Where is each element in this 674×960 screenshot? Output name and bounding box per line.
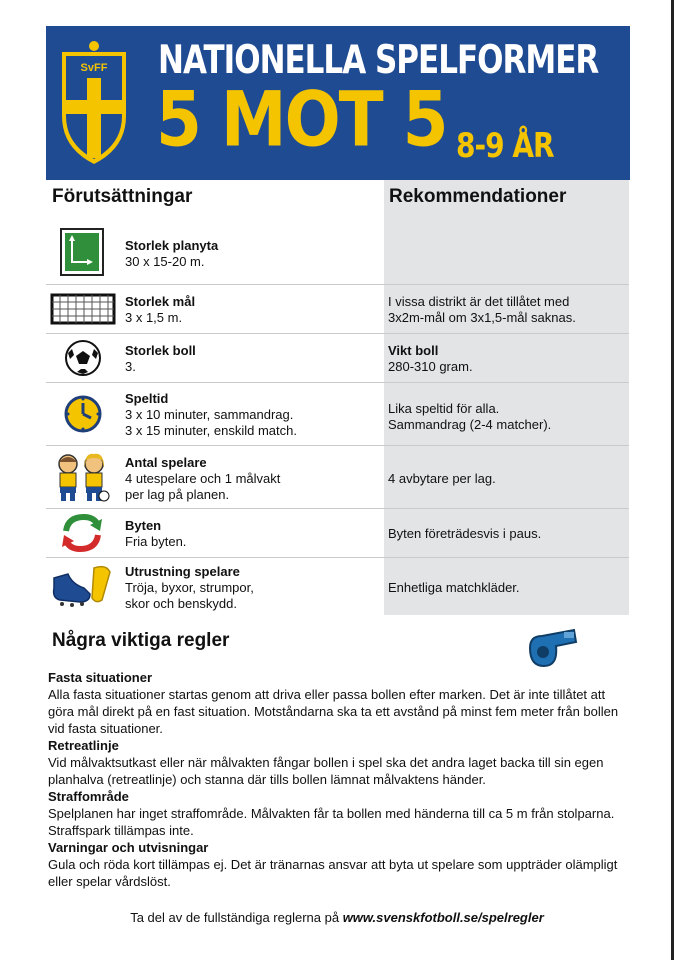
playing-time-recommendation: Lika speltid för alla. Sammandrag (2-4 matcher). — [388, 401, 552, 432]
goal-size-value: 3 x 1,5 m. — [125, 310, 183, 325]
goal-size-label: Storlek mål — [125, 294, 196, 309]
rules-heading: Några viktiga regler — [52, 630, 230, 651]
rules-list — [48, 669, 628, 890]
row-field-size — [46, 220, 629, 284]
header-banner — [46, 26, 630, 180]
players-value: 4 utespelare och 1 målvakt per lag på planen. — [125, 471, 281, 502]
age-label: 8-9 ÅR — [456, 126, 554, 166]
rule-title: Straffområde — [48, 789, 129, 804]
playing-time-value: 3 x 10 minuter, sammandrag. 3 x 15 minuter, enskild match. — [125, 407, 297, 438]
goal-icon — [50, 293, 116, 325]
footer — [0, 910, 674, 925]
field-icon — [60, 228, 104, 276]
row-substitutions — [46, 509, 629, 557]
ball-icon — [64, 339, 102, 377]
svff-crest-logo — [58, 38, 130, 166]
field-size-value: 30 x 15-20 m. — [125, 254, 205, 269]
substitution-icon — [60, 513, 104, 553]
equipment-label: Utrustning spelare — [125, 564, 240, 579]
recommendations-heading: Rekommendationer — [389, 186, 567, 207]
substitutions-label: Byten — [125, 518, 162, 533]
rule-title: Retreatlinje — [48, 738, 119, 753]
substitutions-recommendation: Byten företrädesvis i paus. — [388, 526, 542, 541]
format-title: 5 MOT 5 — [156, 75, 447, 164]
whistle-icon — [524, 626, 580, 672]
field-size-label: Storlek planyta — [125, 238, 219, 253]
players-icon — [52, 452, 112, 502]
row-goal-size — [46, 285, 629, 333]
playing-time-label: Speltid — [125, 391, 169, 406]
rule-text: Vid målvaktsutkast eller när målvakten fångar bollen i spel ska det andra laget backa till sin egen planhalva (retreatlinje) och stanna där tills bollen lämnat målvaktens händer. — [48, 755, 604, 787]
ball-size-value: 3. — [125, 359, 136, 374]
goal-size-recommendation: I vissa distrikt är det tillåtet med 3x2m-mål om 3x1,5-mål saknas. — [388, 294, 576, 325]
boot-icon — [50, 564, 116, 610]
ball-weight-label: Vikt boll — [388, 343, 439, 358]
ball-weight-value: 280-310 gram. — [388, 359, 473, 374]
rules-link[interactable]: www.svenskfotboll.se/spelregler — [342, 910, 544, 925]
rule-title: Varningar och utvisningar — [48, 840, 209, 855]
players-recommendation: 4 avbytare per lag. — [388, 471, 496, 486]
row-players — [46, 446, 629, 508]
rule-text: Gula och röda kort tillämpas ej. Det är tränarnas ansvar att byta ut spelare som uppträder olämpligt eller spelar vårdslöst. — [48, 857, 618, 889]
prerequisites-heading: Förutsättningar — [52, 186, 193, 207]
rule-text: Spelplanen har inget straffområde. Målvakten får ta bollen med händerna till ca 5 m från stolparna. Straffspark tillämpas inte. — [48, 806, 615, 838]
rule-text: Alla fasta situationer startas genom att driva eller passa bollen efter marken. Det är inte tillåtet att göra mål direkt på en fast situation. Motståndarna ska ta ett avstånd på minst fem meter från bollen vid fasta situationer. — [48, 687, 619, 736]
equipment-recommendation: Enhetliga matchkläder. — [388, 580, 520, 595]
row-playing-time — [46, 383, 629, 445]
equipment-value: Tröja, byxor, strumpor, skor och benskydd. — [125, 580, 254, 611]
row-ball-size — [46, 334, 629, 382]
page-title: NATIONELLA SPELFORMER — [158, 38, 599, 83]
rule-title: Fasta situationer — [48, 670, 153, 685]
substitutions-value: Fria byten. — [125, 534, 187, 549]
footer-text: Ta del av de fullständiga reglerna på — [130, 910, 343, 925]
row-equipment — [46, 558, 629, 615]
clock-icon — [64, 395, 102, 433]
crest-text: SvFF — [80, 62, 108, 74]
ball-size-label: Storlek boll — [125, 343, 196, 358]
players-label: Antal spelare — [125, 455, 207, 470]
